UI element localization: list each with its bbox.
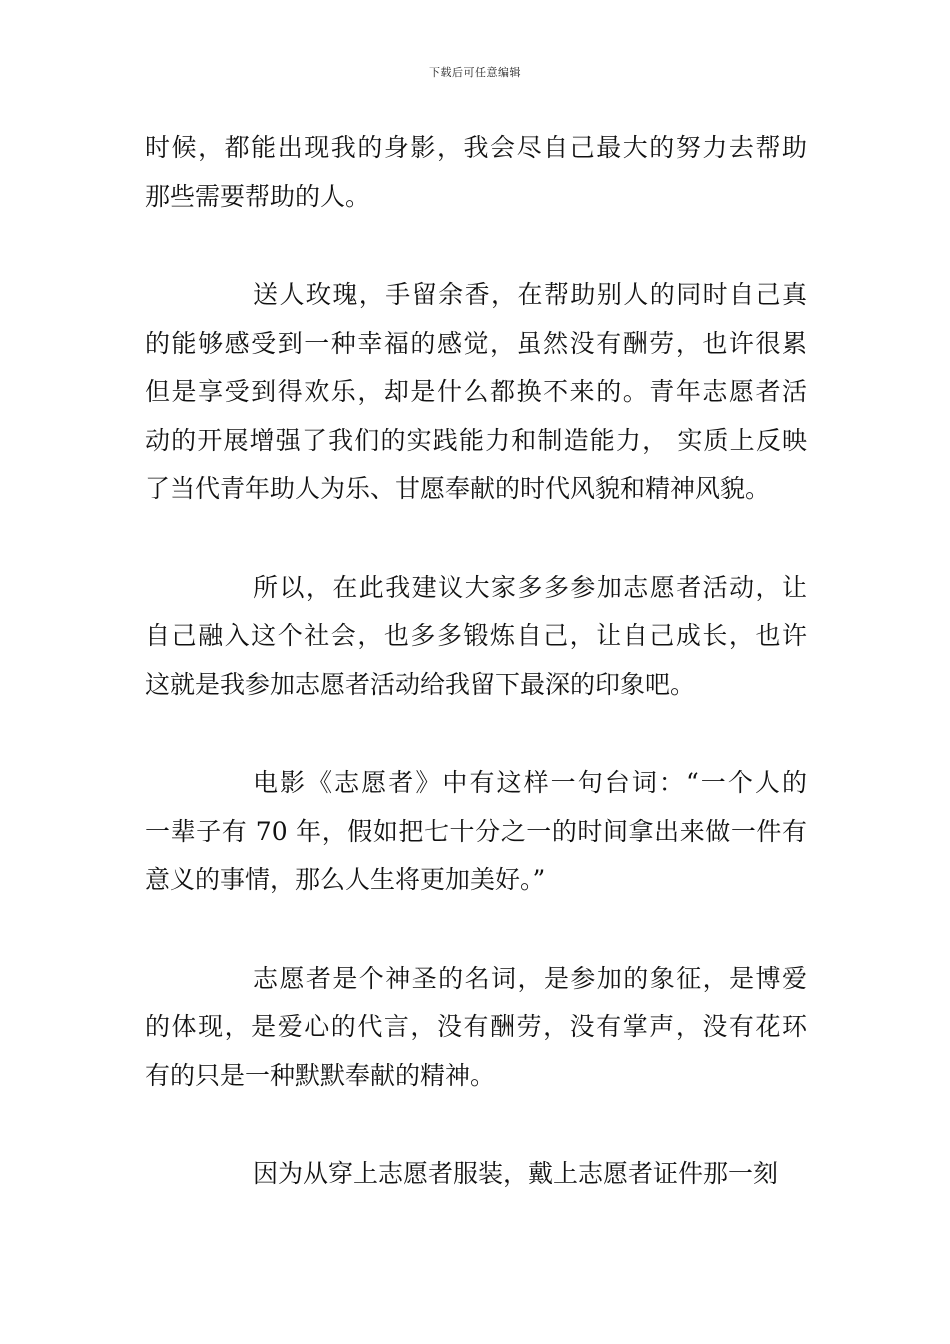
text-line: 时候，都能出现我的身影，我会尽自己最大的努力去帮助 (145, 133, 807, 162)
paragraph-6 (145, 1150, 807, 1199)
text-line: 一辈子有 70 年，假如把七十分之一的时间拿出来做一件有 (145, 816, 807, 846)
text-line: 但是享受到得欢乐，却是什么都换不来的。青年志愿者活 (145, 377, 807, 406)
paragraph-3 (145, 564, 807, 710)
text-line: 因为从穿上志愿者服装，戴上志愿者证件那一刻 (253, 1159, 779, 1188)
text-line: 自己融入这个社会，也多多锻炼自己，让自己成长，也许 (145, 621, 807, 650)
document-body (145, 124, 807, 1249)
text-line: 这就是我参加志愿者活动给我留下最深的印象吧。 (145, 669, 696, 699)
text-line: 电影《志愿者》中有这样一句台词：“一个人的 (253, 768, 807, 797)
text-line: 送人玫瑰，手留余香，在帮助别人的同时自己真 (253, 280, 807, 309)
text-line: 动的开展增强了我们的实践能力和制造能力， 实质上反映 (145, 425, 807, 455)
text-line: 的能够感受到一种幸福的感觉，虽然没有酬劳，也许很累 (145, 328, 807, 358)
paragraph-4 (145, 759, 807, 905)
paragraph-5 (145, 955, 807, 1101)
text-line: 那些需要帮助的人。 (145, 181, 371, 211)
text-line: 所以，在此我建议大家多多参加志愿者活动，让 (253, 572, 807, 602)
text-line: 志愿者是个神圣的名词，是参加的象征，是博爱 (253, 963, 807, 993)
text-line: 有的只是一种默默奉献的精神。 (145, 1060, 496, 1090)
paragraph-1 (145, 124, 807, 221)
text-line: 意义的事情，那么人生将更加美好。” (145, 865, 546, 894)
paragraph-2 (145, 271, 807, 514)
page-header: 下载后可任意编辑 (429, 66, 521, 79)
text-line: 了当代青年助人为乐、甘愿奉献的时代风貌和精神风貌。 (145, 474, 771, 503)
text-line: 的体现，是爱心的代言，没有酬劳，没有掌声，没有花环 (145, 1012, 807, 1041)
